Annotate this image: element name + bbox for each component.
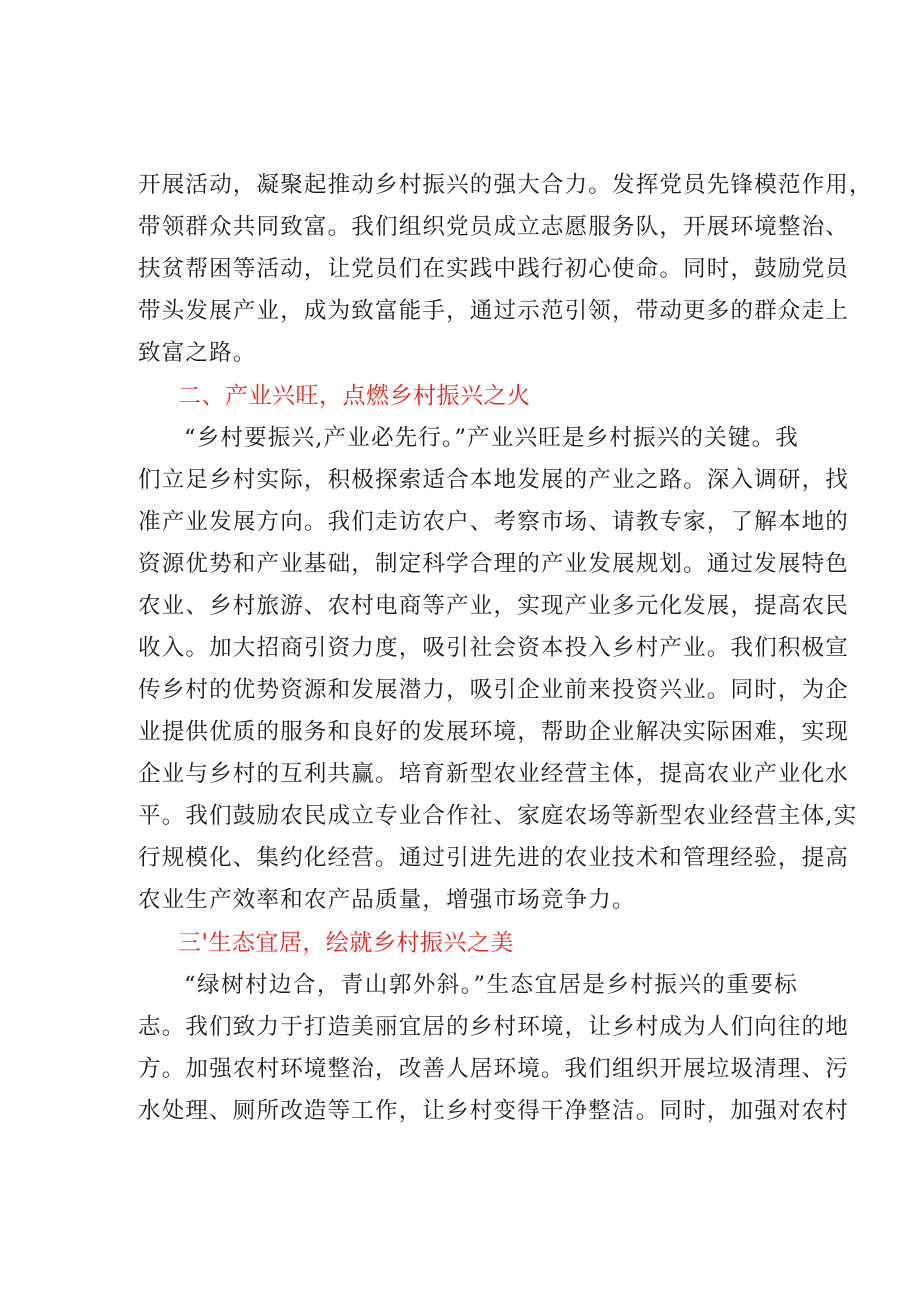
paragraph-line: 行规模化、集约化经营。通过引进先进的农业技术和管理经验，提高 [138,845,850,871]
paragraph-line: 资源优势和产业基础，制定科学合理的产业发展规划。通过发展特色 [138,551,850,577]
paragraph-line: 扶贫帮困等活动，让党员们在实践中践行初心使命。同时，鼓励党员 [138,256,850,282]
paragraph-line: 传乡村的优势资源和发展潜力，吸引企业前来投资兴业。同时，为企 [138,677,850,703]
paragraph-line: 志。我们致力于打造美丽宜居的乡村环境，让乡村成为人们向往的地 [138,1014,850,1040]
paragraph-line: 农业、乡村旅游、农村电商等产业，实现产业多元化发展，提高农民 [138,593,850,619]
paragraph-line: 带头发展产业，成为致富能手，通过示范引领，带动更多的群众走上 [138,298,850,324]
paragraph-line: “绿树村边合，青山郭外斜。”生态宜居是乡村振兴的重要标 [184,972,798,998]
section-heading: 二、产业兴旺，点燃乡村振兴之火 [178,383,531,409]
paragraph-line: 开展活动，凝聚起推动乡村振兴的强大合力。发挥党员先锋模范作用， [138,172,873,198]
paragraph-line: 带领群众共同致富。我们组织党员成立志愿服务队，开展环境整治、 [138,214,850,240]
paragraph-line: 业提供优质的服务和良好的发展环境，帮助企业解决实际困难，实现 [138,719,850,745]
paragraph-line: 收入。加大招商引资力度，吸引社会资本投入乡村产业。我们积极宣 [138,635,850,661]
paragraph-line: 方。加强农村环境整治，改善人居环境。我们组织开展垃圾清理、污 [138,1056,850,1082]
paragraph-line: “乡村要振兴,产业必先行。”产业兴旺是乡村振兴的关键。我 [184,425,800,451]
paragraph-line: 平。我们鼓励农民成立专业合作社、家庭农场等新型农业经营主体,实 [138,803,858,829]
paragraph-line: 们立足乡村实际，积极探索适合本地发展的产业之路。深入调研，找 [138,467,850,493]
paragraph-line: 致富之路。 [138,340,257,366]
paragraph-line: 企业与乡村的互利共赢。培育新型农业经营主体，提高农业产业化水 [138,761,850,787]
paragraph-line: 水处理、厕所改造等工作，让乡村变得干净整洁。同时，加强对农村 [138,1098,850,1124]
paragraph-line: 准产业发展方向。我们走访农户、考察市场、请教专家，了解本地的 [138,509,850,535]
paragraph-line: 农业生产效率和农产品质量，增强市场竞争力。 [138,887,636,913]
section-heading: 三'生态宜居，绘就乡村振兴之美 [178,930,514,956]
